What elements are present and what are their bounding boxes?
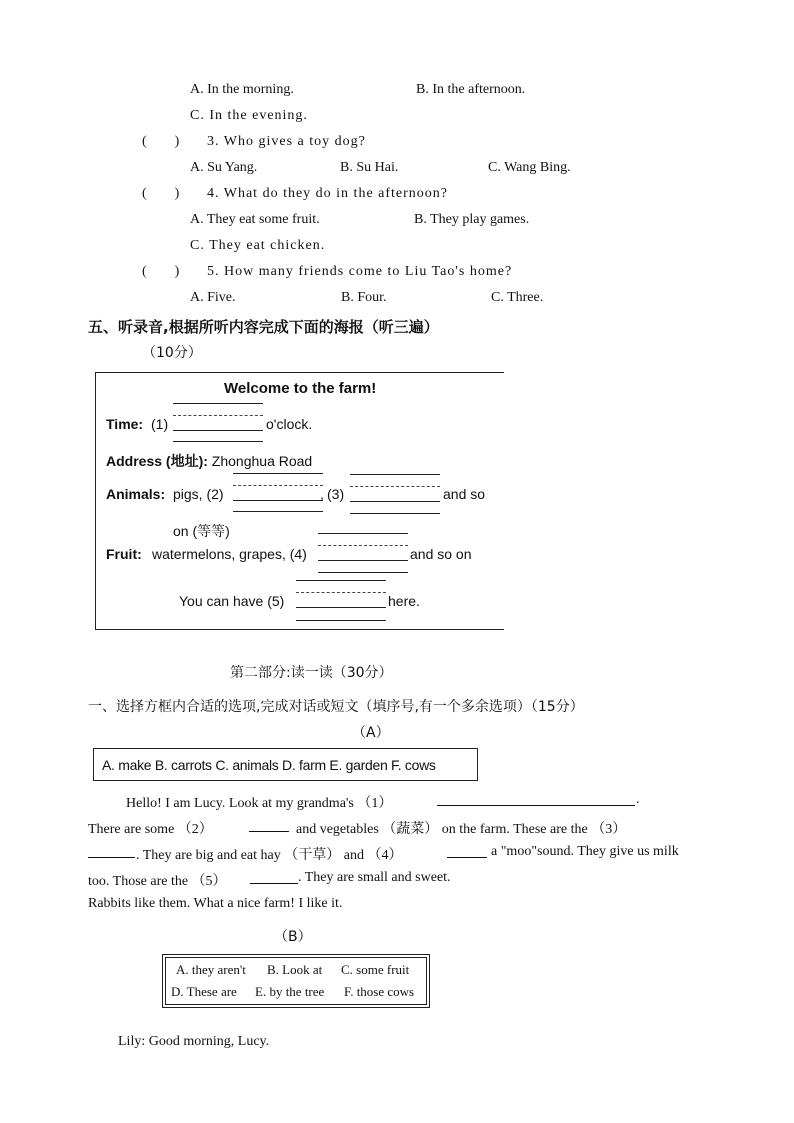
blank-4-bottom-line <box>318 572 408 573</box>
blank-5-top-line <box>296 580 386 581</box>
passage-b-options-box <box>162 954 430 1008</box>
passage-a-line1-period: . <box>636 792 640 807</box>
blank-2-top-line <box>233 473 323 474</box>
poster-animals-label: Animals: <box>106 486 166 502</box>
poster-animals-num3: (3) <box>327 486 345 502</box>
blank-a5[interactable] <box>250 871 298 884</box>
passage-b-option-a: A. they aren't <box>176 962 246 977</box>
q4-option-c: C. They eat chicken. <box>190 238 326 253</box>
passage-a-label: （A） <box>352 725 390 741</box>
passage-b-option-e: E. by the tree <box>255 984 325 999</box>
q3-option-b: B. Su Hai. <box>340 160 399 175</box>
poster-address: Address (地址): Zhonghua Road <box>106 453 313 469</box>
q5-question: 5. How many friends come to Liu Tao's home? <box>207 264 513 279</box>
q4-answer-paren: ( ) <box>142 186 181 201</box>
farm-poster <box>95 372 504 630</box>
poster-have-text: You can have (5) <box>179 593 285 609</box>
passage-a-line1: Hello! I am Lucy. Look at my grandma's （1） <box>126 796 393 811</box>
q2-option-b: B. In the afternoon. <box>416 82 526 97</box>
blank-a1[interactable] <box>437 793 635 806</box>
passage-b-option-c: C. some fruit <box>341 962 410 977</box>
section5-title: 五、听录音,根据所听内容完成下面的海报（听三遍） <box>88 318 439 336</box>
q3-answer-paren: ( ) <box>142 134 181 149</box>
blank-5-answer-line[interactable] <box>296 607 386 608</box>
blank-5-dash-line <box>296 592 386 593</box>
passage-a-line5: Rabbits like them. What a nice farm! I like it. <box>88 896 343 911</box>
section1-title: 一、选择方框内合适的选项,完成对话或短文（填序号,有一个多余选项）（15分） <box>88 699 584 715</box>
poster-time-num: (1) <box>151 416 169 432</box>
passage-b-dialog-1: Lily: Good morning, Lucy. <box>118 1034 270 1049</box>
poster-animals-comma: , <box>320 486 324 502</box>
passage-a-line3a: . They are big and eat hay （干草） and （4） <box>136 848 403 863</box>
blank-a2[interactable] <box>249 819 289 832</box>
passage-a-line2b: and vegetables （蔬菜） on the farm. These are the （3） <box>296 822 627 837</box>
blank-4-top-line <box>318 533 408 534</box>
blank-2-dash-line <box>233 485 323 486</box>
blank-3-dash-line <box>350 486 440 487</box>
q5-option-b: B. Four. <box>341 290 387 305</box>
passage-b-option-b: B. Look at <box>267 962 323 977</box>
poster-animals-suffix: and so <box>443 486 486 502</box>
q3-option-a: A. Su Yang. <box>190 160 258 175</box>
poster-animals-on: on (等等) <box>173 523 230 539</box>
section5-score: （10分） <box>142 345 202 361</box>
q4-question: 4. What do they do in the afternoon? <box>207 186 449 201</box>
q4-option-b: B. They play games. <box>414 212 530 227</box>
blank-1-top-line <box>173 403 263 404</box>
blank-3-answer-line[interactable] <box>350 501 440 502</box>
poster-fruit-suffix: and so on <box>410 546 472 562</box>
blank-3-top-line <box>350 474 440 475</box>
blank-a4[interactable] <box>447 845 487 858</box>
passage-a-line4b: . They are small and sweet. <box>298 870 451 885</box>
blank-2-answer-line[interactable] <box>233 500 323 501</box>
q5-answer-paren: ( ) <box>142 264 181 279</box>
poster-animals-text: pigs, (2) <box>173 486 224 502</box>
q4-option-a: A. They eat some fruit. <box>190 212 320 227</box>
poster-time-suffix: o'clock. <box>266 416 313 432</box>
passage-a-options: A. make B. carrots C. animals D. farm E. garden F. cows <box>102 757 436 773</box>
poster-time-label: Time: <box>106 416 144 432</box>
passage-a-line2a: There are some （2） <box>88 822 213 837</box>
q3-option-c: C. Wang Bing. <box>488 160 571 175</box>
blank-2-bottom-line <box>233 511 323 512</box>
passage-b-option-f: F. those cows <box>344 984 415 999</box>
passage-a-line4a: too. Those are the （5） <box>88 874 227 889</box>
blank-1-bottom-line <box>173 441 263 442</box>
blank-1-answer-line[interactable] <box>173 430 263 431</box>
q5-option-a: A. Five. <box>190 290 236 305</box>
blank-5-bottom-line <box>296 620 386 621</box>
passage-a-line3b: a "moo"sound. They give us milk <box>491 844 679 859</box>
q2-option-a: A. In the morning. <box>190 82 294 97</box>
blank-4-answer-line[interactable] <box>318 560 408 561</box>
poster-fruit-text: watermelons, grapes, (4) <box>152 546 307 562</box>
q3-question: 3. Who gives a toy dog? <box>207 134 366 149</box>
passage-b-label: （B） <box>274 929 312 945</box>
poster-title: Welcome to the farm! <box>224 380 377 397</box>
part2-title: 第二部分:读一读（30分） <box>230 665 393 681</box>
poster-fruit-label: Fruit: <box>106 546 142 562</box>
q5-option-c: C. Three. <box>491 290 544 305</box>
passage-b-option-d: D. These are <box>171 984 237 999</box>
blank-1-dash-line <box>173 415 263 416</box>
passage-a-options-box <box>93 748 478 781</box>
blank-4-dash-line <box>318 545 408 546</box>
poster-have-suffix: here. <box>388 593 420 609</box>
blank-a3[interactable] <box>88 845 135 858</box>
q2-option-c: C. In the evening. <box>190 108 308 123</box>
blank-3-bottom-line <box>350 513 440 514</box>
